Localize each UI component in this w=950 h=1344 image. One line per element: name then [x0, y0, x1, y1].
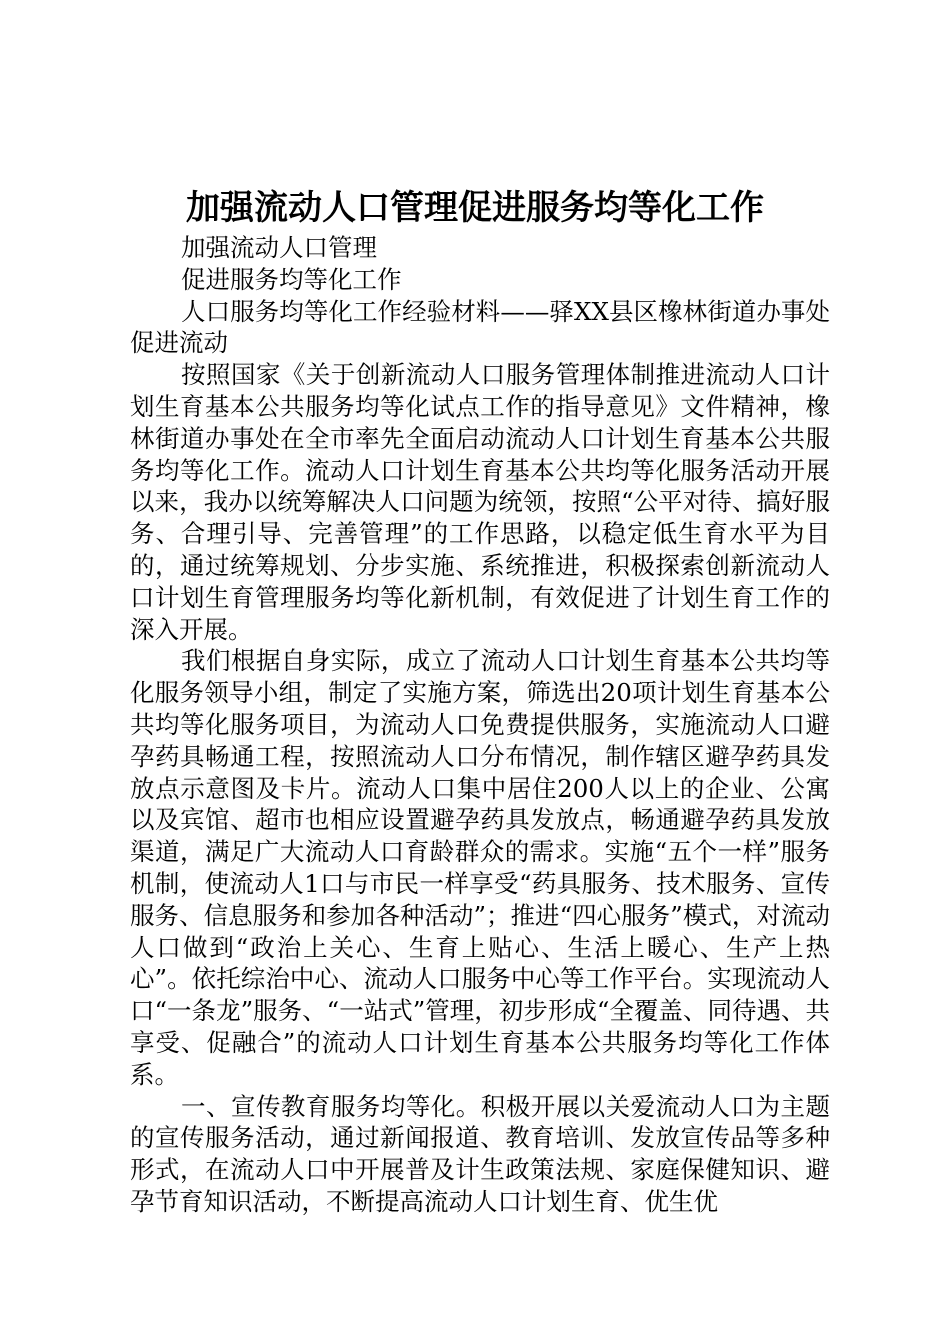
- paragraph: 按照国家《关于创新流动人口服务管理体制推进流动人口计划生育基本公共服务均等化试点工作的指导意见》文件精神，橡林街道办事处在全市率先全面启动流动人口计划生育基本公共服务均等化工作。流动人口计划生育基本公共均等化服务活动开展以来，我办以统筹解决人口问题为统领，按照“公平对待、搞好服务、合理引导、完善管理”的工作思路，以稳定低生育水平为目的，通过统筹规划、分步实施、系统推进，积极探索创新流动人口计划生育管理服务均等化新机制，有效促进了计划生育工作的深入开展。: [130, 360, 830, 644]
- paragraph: 我们根据自身实际，成立了流动人口计划生育基本公共均等化服务领导小组，制定了实施方案，筛选出20项计划生育基本公共均等化服务项目，为流动人口免费提供服务，实施流动人口避孕药具畅通工程，按照流动人口分布情况，制作辖区避孕药具发放点示意图及卡片。流动人口集中居住200人以上的企业、公寓以及宾馆、超市也相应设置避孕药具发放点，畅通避孕药具发放渠道，满足广大流动人口育龄群众的需求。实施“五个一样”服务机制，使流动人1口与市民一样享受“药具服务、技术服务、宣传服务、信息服务和参加各种活动”；推进“四心服务”模式，对流动人口做到“政治上关心、生育上贴心、生活上暖心、生产上热心”。依托综治中心、流动人口服务中心等工作平台。实现流动人口“一条龙”服务、“一站式”管理，初步形成“全覆盖、同待遇、共享受、促融合”的流动人口计划生育基本公共服务均等化工作体系。: [130, 646, 830, 1089]
- paragraph: 一、宣传教育服务均等化。积极开展以关爱流动人口为主题的宣传服务活动，通过新闻报道、教育培训、发放宣传品等多种形式，在流动人口中开展普及计生政策法规、家庭保健知识、避孕节育知识活动，不断提高流动人口计划生育、优生优: [130, 1091, 830, 1216]
- paragraph: 促进服务均等化工作: [181, 264, 402, 294]
- paragraph: 人口服务均等化工作经验材料——驿XX县区橡林街道办事处促进流动: [130, 296, 830, 358]
- document-body: [130, 232, 830, 1218]
- document-title: 加强流动人口管理促进服务均等化工作: [186, 188, 764, 228]
- paragraph: 加强流动人口管理: [181, 233, 377, 262]
